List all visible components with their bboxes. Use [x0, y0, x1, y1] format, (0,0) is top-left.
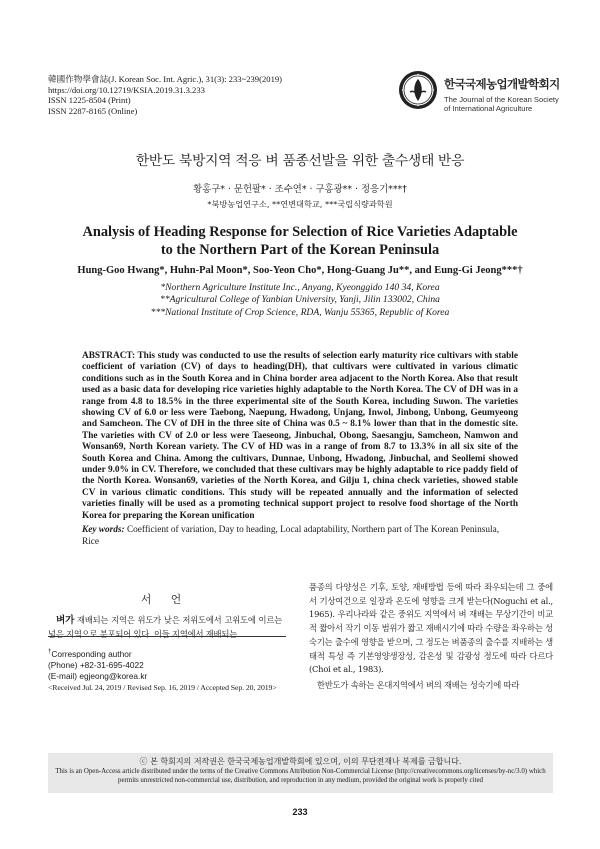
title-korean: 한반도 북방지역 적응 벼 품종선발을 위한 출수생태 반응 — [135, 153, 465, 169]
corresponding-email[interactable]: (E-mail) egjeong@korea.kr — [48, 670, 148, 681]
title-english — [0, 223, 600, 259]
society-name-en-line2: of International Agriculture — [444, 104, 533, 114]
abstract-block — [82, 351, 518, 548]
society-name-block — [444, 76, 564, 114]
section-heading-introduction: 서 언 — [140, 593, 190, 606]
article-dates: <Received Jul. 24, 2019 / Revised Sep. 16, 2019 / Accepted Sep. 20, 2019> — [48, 682, 277, 692]
keywords-text: Coefficient of variation, Day to heading, Local adaptability, Northern part of The Korean Peninsula, Rice — [82, 525, 500, 547]
corresponding-author-footnote: †Corresponding author (Phone) +82-31-695-4022 (E-mail) egjeong@korea.kr <Received Jul. 24, 2019 / Revised Sep. 16, 2019 / Accepted Sep. 20, 2019> — [48, 636, 286, 693]
authors-english: Hung-Goo Hwang*, Huhn-Pal Moon*, Soo-Yeon Cho*, Hong-Guang Ju**, and Eung-Gi Jeong***† — [77, 265, 523, 276]
society-name-ko: 한국국제농업개발학회지 — [444, 77, 560, 91]
intro-lead-word: 벼가 — [56, 615, 75, 626]
affiliations-korean: *북방농업연구소, **연변대학교, ***국립식량과학원 — [207, 199, 393, 209]
keywords-label: Key words: — [82, 525, 125, 536]
journal-header — [48, 74, 282, 116]
affiliation-2: **Agricultural College of Yanbian University, Yanji, Jilin 133002, China — [160, 294, 440, 306]
doi-link[interactable]: https://doi.org/10.12719/KSIA.2019.31.3.233 — [48, 84, 205, 95]
affiliation-3: ***National Institute of Crop Science, RDA, Wanju 55365, Republic of Korea — [150, 306, 450, 318]
license-line-1: This is an Open-Access article distributed under the terms of the Creative Commons Attribution Non-Commercial License (http://creativecommons.org/licenses/by-nc/3.0) which — [55, 768, 546, 775]
keywords-line — [82, 525, 518, 548]
affiliations-english — [0, 282, 600, 319]
corresponding-label: Corresponding author — [51, 648, 132, 659]
title-english-line1: Analysis of Heading Response for Selection of Rice Varieties Adaptable — [82, 224, 518, 240]
page-number: 233 — [292, 807, 308, 817]
copyright-notice-ko: ⓒ 본 학회지의 저작권은 한국국제농업개발학회에 있으며, 이의 무단전재나 복제를 금합니다. — [139, 757, 462, 766]
left-column — [48, 592, 282, 641]
society-logo-icon — [398, 70, 438, 110]
issn-online: ISSN 2287-8165 (Online) — [48, 105, 138, 116]
affiliation-1: *Northern Agriculture Institute Inc., Anyang, Kyeonggido 140 34, Korea — [160, 282, 440, 293]
right-column — [309, 581, 553, 693]
intro-paragraph-right-2: 한반도가 속하는 온대지역에서 벼의 재배는 성숙기에 따라 — [317, 679, 520, 690]
authors-korean: 황홍구* · 문헌팔* · 조수연* · 구홍광** · 정응기***† — [193, 184, 407, 195]
intro-paragraph-right-1: 품종의 다양성은 기후, 토양, 재배방법 등에 따라 좌우되는데 그 중에서 기상여건으로 일장과 온도에 영향을 크게 받는다(Noguchi et al., 1965). 우리나라와 같은 중위도 지역에서 벼 재배는 무상기간이 비교적 짧아서 작기 이동 범위가 짧고 재배시기에 따라 수량을 좌우하는 성숙기는 출수에 영향을 받으며, 그 정도는 벼품종의 출수를 지배하는 생태적 특성 즉 기본영양생장성, 감온성 및 감광성 정도에 따라 다르다(Choi et al., 1983). — [309, 582, 553, 675]
title-english-line2: to the Northern Part of the Korean Peninsula — [160, 242, 440, 258]
corresponding-phone: (Phone) +82-31-695-4022 — [48, 659, 144, 670]
intro-left-text: 재배되는 지역은 위도가 낮은 저위도에서 고위도에 이르는 넓은 지역으로 분포되어 있다. 이들 지역에서 재배되는 — [48, 615, 283, 639]
society-name-en-line1: The Journal of the Korean Society — [444, 95, 559, 104]
journal-citation: 韓國作物學會誌(J. Korean Soc. Int. Agric.), 31(3): 233~239(2019) — [48, 74, 283, 84]
issn-print: ISSN 1225-8504 (Print) — [48, 95, 131, 106]
abstract-text: ABSTRACT: This study was conducted to use the results of selection early maturity rice cultivars with stable coefficient of variation (CV) of days to heading(DH), that cultivars were cultivated in various climatic conditions such as in the South Korea and in China border area adjacent to the North Korea. Also that result used as a basic data for developing rice varieties highly adaptable to the North Korea. The CV of DH was in a range from 4.8 to 18.5% in the three experimental site of the South Korea, including Suwon. The varieties showing CV of 6.0 or less were Taebong, Naepung, Hwadong, Unjang, Inwol, Jinbong, Unbong, Geumyeong and Samcheon. The CV of DH in the three site of China was 0.5 ~ 8.1% lower than that in the domestic site. The varieties with CV of 2.0 or less were Taeseong, Jinbuchal, Obong, Saesangju, Samcheon, Namwon and Wonsan69, North Korean variety. The CV of HD was in a range of from 8.7 to 13.3% in all six site of the South Korea and China. Among the cultivars, Dunnae, Unbong, Hwadong, Jinbuchal, and Seollemi showed under 9.0% in CV. Therefore, we concluded that these cultivars may be highly adaptable to rice paddy field of the North Korea. Wonsan69, varieties of the North Korea, and Gilju 1, china check varieties, showed stable CV in various climatic conditions. This study will be repeated annually and the information of selected varieties finally will be used as a promoting technical support project to resolve food shortage of the North Korea for preparing the Korean unification — [82, 351, 518, 521]
license-box — [48, 753, 553, 793]
license-line-2: permits unrestricted non-commercial use, distribution, and reproduction in any medium, provided the original work is properly cited — [118, 777, 483, 784]
